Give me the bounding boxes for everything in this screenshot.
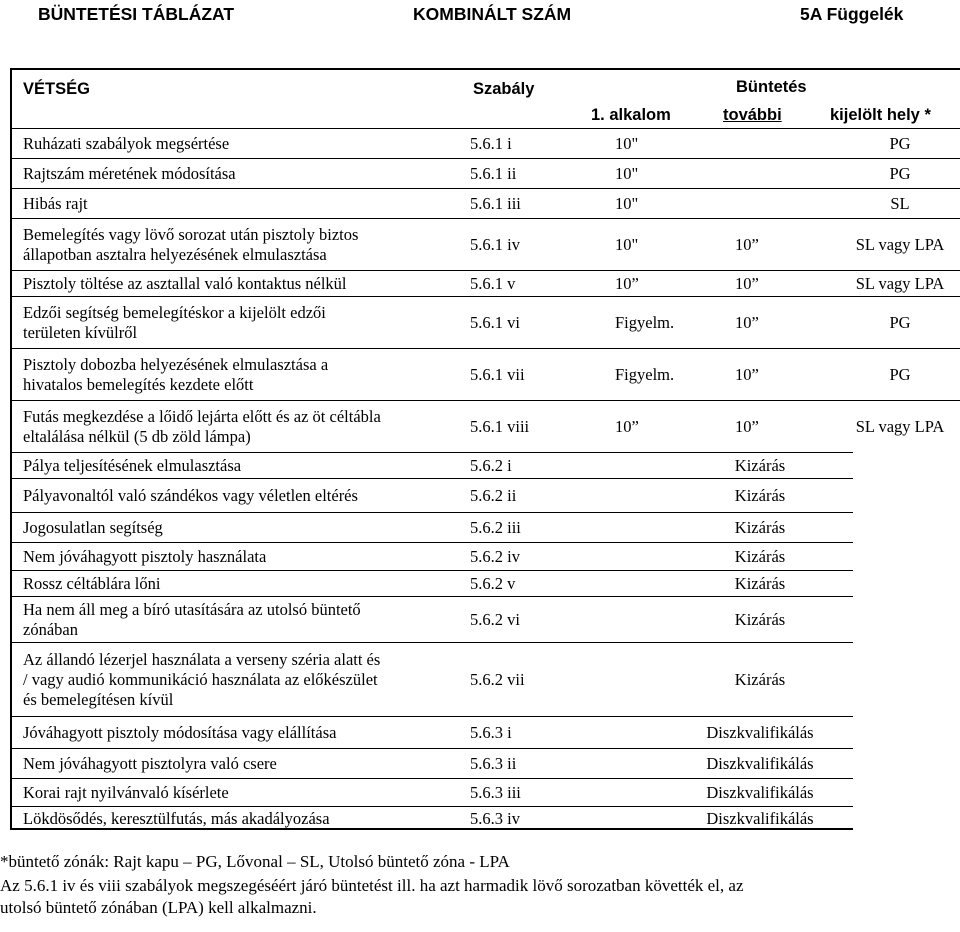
table-row <box>10 778 960 806</box>
rule-cell: 5.6.3 i <box>470 723 512 742</box>
rule-cell: 5.6.2 vi <box>470 610 520 629</box>
row-divider <box>10 478 853 479</box>
rule-cell: 5.6.1 iii <box>470 194 521 213</box>
further-offense-cell: 10” <box>735 313 759 332</box>
violation-text: Bemelegítés vagy lövő sorozat után pisztoly biztos <box>23 225 359 244</box>
header-penalty: Büntetés <box>736 78 807 96</box>
violation-text: Lökdösődés, keresztülfutás, más akadályozása <box>23 809 330 828</box>
table-header <box>10 68 960 128</box>
table-row <box>10 270 960 296</box>
rule-cell: 5.6.3 ii <box>470 754 517 773</box>
penalty-cell: Kizárás <box>734 610 786 629</box>
first-offense-cell: 10" <box>615 194 639 213</box>
first-offense-cell: 10” <box>615 417 639 436</box>
penalty-cell: Diszkvalifikálás <box>706 723 814 742</box>
table-row <box>10 806 960 830</box>
violation-text: Pisztoly dobozba helyezésének elmulasztása a <box>23 355 329 374</box>
penalty-table <box>10 68 960 830</box>
penalty-cell: Diszkvalifikálás <box>706 754 814 773</box>
table-row <box>10 158 960 188</box>
violation-text: Korai rajt nyilvánvaló kísérlete <box>23 783 229 802</box>
row-divider <box>10 642 853 643</box>
designated-place-cell: PG <box>889 134 911 153</box>
row-divider <box>10 806 853 807</box>
page-title: BÜNTETÉSI TÁBLÁZAT <box>38 4 235 24</box>
row-divider <box>10 716 853 717</box>
violation-text: területen kívülről <box>23 323 138 342</box>
row-divider <box>10 218 960 219</box>
violation-text: Futás megkezdése a lőidő lejárta előtt és az öt céltábla <box>23 407 381 426</box>
rule-cell: 5.6.2 iv <box>470 547 520 566</box>
first-offense-cell: 10" <box>615 134 639 153</box>
row-divider <box>10 542 853 543</box>
violation-text: Pálya teljesítésének elmulasztása <box>23 456 242 475</box>
header-violation: VÉTSÉG <box>23 80 90 98</box>
violation-text: Ruházati szabályok megsértése <box>23 134 230 153</box>
first-offense-cell: Figyelm. <box>615 365 675 384</box>
table-row <box>10 478 960 512</box>
violation-text: Jogosulatlan segítség <box>23 518 163 537</box>
penalty-cell: Kizárás <box>734 456 786 475</box>
penalty-cell: Diszkvalifikálás <box>706 809 814 828</box>
row-divider <box>10 596 853 597</box>
violation-text: Rossz céltáblára lőni <box>23 574 161 593</box>
page-header <box>0 2 960 28</box>
violation-text: Az állandó lézerjel használata a verseny széria alatt és <box>23 650 381 669</box>
table-row <box>10 296 960 348</box>
table-row <box>10 452 960 478</box>
first-offense-cell: 10" <box>615 235 639 254</box>
table-row <box>10 128 960 158</box>
table-bottom-border <box>10 828 853 830</box>
table-row <box>10 188 960 218</box>
header-further-offense: további <box>723 106 782 124</box>
header-first-offense: 1. alkalom <box>591 106 671 124</box>
rule-cell: 5.6.2 iii <box>470 518 521 537</box>
table-row <box>10 542 960 570</box>
violation-text: Nem jóváhagyott pisztolyra való csere <box>23 754 277 773</box>
designated-place-cell: PG <box>889 365 911 384</box>
violation-text: Pályavonaltól való szándékos vagy véletlen eltérés <box>23 486 358 505</box>
row-divider <box>10 400 960 401</box>
header-divider <box>10 128 960 129</box>
further-offense-cell: 10” <box>735 417 759 436</box>
further-offense-cell: 10” <box>735 235 759 254</box>
table-row <box>10 748 960 778</box>
rule-cell: 5.6.1 i <box>470 134 512 153</box>
footnote-zones: *büntető zónák: Rajt kapu – PG, Lővonal – SL, Utolsó büntető zóna - LPA <box>0 852 510 871</box>
rule-cell: 5.6.1 vi <box>470 313 520 332</box>
row-divider <box>10 570 853 571</box>
row-divider <box>10 188 960 189</box>
row-divider <box>10 296 960 297</box>
rule-cell: 5.6.1 viii <box>470 417 530 436</box>
designated-place-cell: SL <box>890 194 910 213</box>
table-row <box>10 218 960 270</box>
page-subtitle: KOMBINÁLT SZÁM <box>413 4 572 24</box>
violation-text: Hibás rajt <box>23 194 88 213</box>
rule-cell: 5.6.2 i <box>470 456 512 475</box>
table-row <box>10 570 960 596</box>
rule-cell: 5.6.2 ii <box>470 486 517 505</box>
designated-place-cell: PG <box>889 313 911 332</box>
header-rule: Szabály <box>473 80 535 98</box>
designated-place-cell: SL vagy LPA <box>855 235 945 254</box>
further-offense-cell: 10” <box>735 365 759 384</box>
violation-text: Edzői segítség bemelegítéskor a kijelölt edzői <box>23 303 326 322</box>
row-divider <box>10 348 960 349</box>
appendix-label: 5A Függelék <box>800 4 904 24</box>
table-row <box>10 716 960 748</box>
rule-cell: 5.6.1 iv <box>470 235 520 254</box>
further-offense-cell: 10” <box>735 274 759 293</box>
violation-text: állapotban asztalra helyezésének elmulasztása <box>23 245 327 264</box>
penalty-cell: Kizárás <box>734 518 786 537</box>
first-offense-cell: Figyelm. <box>615 313 675 332</box>
rule-cell: 5.6.1 ii <box>470 164 517 183</box>
rule-cell: 5.6.1 v <box>470 274 516 293</box>
penalty-cell: Kizárás <box>734 547 786 566</box>
table-row <box>10 642 960 716</box>
penalty-cell: Kizárás <box>734 486 786 505</box>
row-divider <box>10 748 853 749</box>
designated-place-cell: SL vagy LPA <box>855 274 945 293</box>
rule-cell: 5.6.2 vii <box>470 670 525 689</box>
header-designated-place: kijelölt hely * <box>830 106 931 124</box>
first-offense-cell: 10” <box>615 274 639 293</box>
violation-text: és bemelegítésen kívül <box>23 690 174 709</box>
violation-text: / vagy audió kommunikáció használata az előkészület <box>23 670 378 689</box>
table-row <box>10 400 960 452</box>
violation-text: Ha nem áll meg a bíró utasítására az utolsó büntető <box>23 600 361 619</box>
violation-text: Pisztoly töltése az asztallal való kontaktus nélkül <box>23 274 347 293</box>
row-divider <box>10 270 960 271</box>
violation-text: hivatalos bemelegítés kezdete előtt <box>23 375 254 394</box>
table-row <box>10 348 960 400</box>
rule-cell: 5.6.3 iii <box>470 783 521 802</box>
violation-text: zónában <box>23 620 78 639</box>
table-row <box>10 512 960 542</box>
first-offense-cell: 10" <box>615 164 639 183</box>
rule-cell: 5.6.3 iv <box>470 809 520 828</box>
designated-place-cell: SL vagy LPA <box>855 417 945 436</box>
violation-text: Jóváhagyott pisztoly módosítása vagy elállítása <box>23 723 337 742</box>
row-divider <box>10 778 853 779</box>
footnote-rule-1: Az 5.6.1 iv és viii szabályok megszegéséért járó büntetést ill. ha azt harmadik lövő sorozatban követték el, az <box>0 876 744 895</box>
row-divider <box>10 512 853 513</box>
penalty-cell: Kizárás <box>734 574 786 593</box>
footnote-rule-2: utolsó büntető zónában (LPA) kell alkalmazni. <box>0 898 317 917</box>
rule-cell: 5.6.2 v <box>470 574 516 593</box>
penalty-cell: Diszkvalifikálás <box>706 783 814 802</box>
rule-cell: 5.6.1 vii <box>470 365 525 384</box>
table-row <box>10 596 960 642</box>
violation-text: Nem jóváhagyott pisztoly használata <box>23 547 267 566</box>
violation-text: Rajtszám méretének módosítása <box>23 164 236 183</box>
row-divider <box>10 158 960 159</box>
row-divider <box>10 452 853 453</box>
penalty-cell: Kizárás <box>734 670 786 689</box>
violation-text: eltalálása nélkül (5 db zöld lámpa) <box>23 427 251 446</box>
designated-place-cell: PG <box>889 164 911 183</box>
